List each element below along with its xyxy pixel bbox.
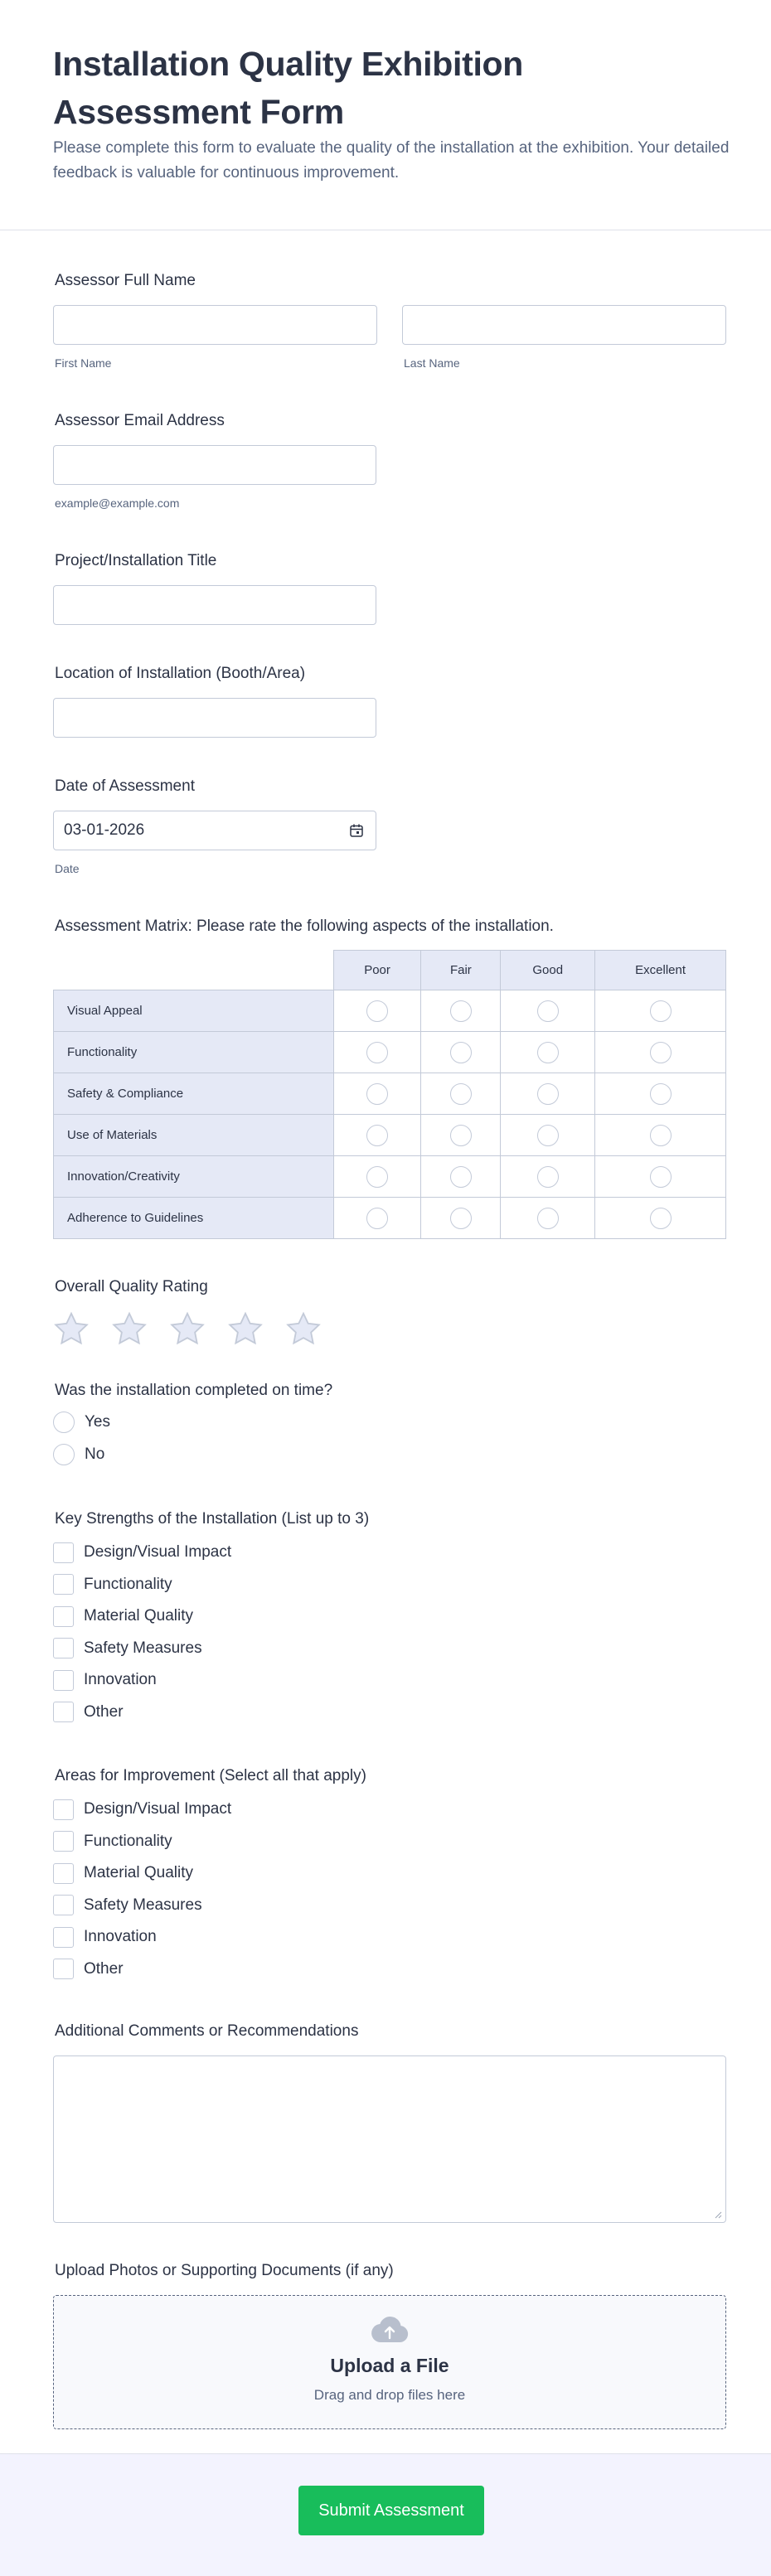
matrix-row-label: Use of Materials: [54, 1115, 334, 1156]
strength-option[interactable]: [53, 1633, 726, 1665]
checkbox[interactable]: [53, 1542, 74, 1563]
checkbox[interactable]: [53, 1927, 74, 1948]
star-icon[interactable]: [53, 1311, 90, 1346]
option-label: No: [85, 1445, 105, 1463]
matrix-radio[interactable]: [366, 1166, 388, 1188]
matrix-radio[interactable]: [366, 1042, 388, 1063]
radio-button[interactable]: [53, 1444, 75, 1465]
upload-label: Upload Photos or Supporting Documents (if any): [55, 2262, 394, 2279]
location-field: [53, 665, 726, 738]
assessor-name-field: [53, 272, 726, 370]
option-label: Other: [84, 1702, 124, 1721]
comments-field: [53, 2022, 726, 2223]
upload-hint: Drag and drop files here: [313, 2387, 466, 2403]
improvement-option[interactable]: [53, 1857, 726, 1890]
checkbox[interactable]: [53, 1670, 74, 1691]
strengths-label: Key Strengths of the Installation (List up to 3): [55, 1510, 370, 1528]
matrix-radio[interactable]: [450, 1083, 472, 1105]
matrix-radio[interactable]: [650, 1125, 672, 1146]
matrix-radio[interactable]: [537, 1166, 559, 1188]
comments-label: Additional Comments or Recommendations: [55, 2022, 359, 2040]
checkbox[interactable]: [53, 1606, 74, 1627]
matrix-radio[interactable]: [537, 1083, 559, 1105]
submit-button[interactable]: Submit Assessment: [298, 2486, 484, 2535]
matrix-radio[interactable]: [537, 1042, 559, 1063]
matrix-label: Assessment Matrix: Please rate the following aspects of the installation.: [55, 918, 554, 935]
matrix-row: [54, 1198, 726, 1239]
matrix-row: [54, 1032, 726, 1073]
matrix-row-label: Innovation/Creativity: [54, 1156, 334, 1198]
matrix-radio[interactable]: [366, 1208, 388, 1229]
matrix-row: [54, 1156, 726, 1198]
matrix-radio[interactable]: [650, 1042, 672, 1063]
matrix-radio[interactable]: [450, 1042, 472, 1063]
star-rating: [53, 1311, 726, 1346]
option-label: Design/Visual Impact: [84, 1543, 232, 1562]
improvement-option[interactable]: [53, 1826, 726, 1858]
assessment-matrix: [53, 950, 726, 1239]
matrix-radio[interactable]: [450, 1000, 472, 1022]
option-label: Material Quality: [84, 1607, 193, 1625]
upload-field: [53, 2262, 726, 2429]
matrix-row-label: Visual Appeal: [54, 990, 334, 1032]
strength-option[interactable]: [53, 1600, 726, 1633]
on-time-option-no[interactable]: [53, 1439, 726, 1471]
matrix-radio[interactable]: [537, 1208, 559, 1229]
email-input[interactable]: [53, 445, 376, 485]
date-input[interactable]: [53, 811, 376, 850]
overall-rating-label: Overall Quality Rating: [55, 1278, 208, 1295]
date-sublabel: Date: [55, 862, 80, 875]
date-label: Date of Assessment: [55, 777, 195, 795]
improvement-option[interactable]: [53, 1890, 726, 1922]
matrix-radio[interactable]: [650, 1083, 672, 1105]
overall-rating-field: [53, 1278, 726, 1346]
option-label: Innovation: [84, 1928, 157, 1946]
option-label: Material Quality: [84, 1864, 193, 1882]
form-footer: [0, 2453, 771, 2576]
checkbox[interactable]: [53, 1574, 74, 1595]
date-field: [53, 777, 726, 875]
option-label: Functionality: [84, 1832, 172, 1850]
last-name-sublabel: Last Name: [404, 356, 460, 370]
on-time-label: Was the installation completed on time?: [55, 1382, 333, 1399]
matrix-radio[interactable]: [650, 1000, 672, 1022]
matrix-row: [54, 990, 726, 1032]
strength-option[interactable]: [53, 1664, 726, 1697]
improvements-label: Areas for Improvement (Select all that apply): [55, 1767, 366, 1784]
matrix-radio[interactable]: [366, 1083, 388, 1105]
checkbox[interactable]: [53, 1799, 74, 1820]
option-label: Safety Measures: [84, 1639, 202, 1657]
star-icon[interactable]: [285, 1311, 322, 1346]
matrix-radio[interactable]: [366, 1125, 388, 1146]
checkbox[interactable]: [53, 1831, 74, 1852]
option-label: Other: [84, 1959, 124, 1978]
option-label: Innovation: [84, 1671, 157, 1689]
location-label: Location of Installation (Booth/Area): [55, 665, 306, 682]
cloud-upload-icon: [370, 2316, 410, 2344]
strength-option[interactable]: [53, 1697, 726, 1729]
on-time-field: [53, 1382, 726, 1470]
option-label: Safety Measures: [84, 1896, 202, 1914]
option-label: Yes: [85, 1413, 110, 1431]
checkbox[interactable]: [53, 1895, 74, 1915]
strength-option[interactable]: [53, 1569, 726, 1601]
matrix-field: [53, 918, 726, 936]
location-input[interactable]: [53, 698, 376, 738]
improvement-option[interactable]: [53, 1921, 726, 1954]
option-label: Functionality: [84, 1575, 172, 1593]
matrix-col-good: Good: [501, 951, 595, 990]
radio-button[interactable]: [53, 1411, 75, 1433]
checkbox[interactable]: [53, 1702, 74, 1722]
star-icon[interactable]: [227, 1311, 264, 1346]
matrix-radio[interactable]: [450, 1166, 472, 1188]
matrix-row: [54, 1115, 726, 1156]
form-description: Please complete this form to evaluate the quality of the installation at the exhibition. Your detailed feedback is valuable for continuous improvement.: [53, 139, 730, 182]
matrix-radio[interactable]: [537, 1125, 559, 1146]
matrix-col-poor: Poor: [333, 951, 421, 990]
upload-title: Upload a File: [330, 2355, 449, 2376]
checkbox[interactable]: [53, 1863, 74, 1884]
matrix-row-label: Functionality: [54, 1032, 334, 1073]
matrix-radio[interactable]: [650, 1166, 672, 1188]
matrix-row-label: Safety & Compliance: [54, 1073, 334, 1115]
on-time-option-yes[interactable]: [53, 1407, 726, 1439]
star-icon[interactable]: [111, 1311, 148, 1346]
star-icon[interactable]: [169, 1311, 206, 1346]
matrix-col-excellent: Excellent: [595, 951, 726, 990]
email-sublabel: example@example.com: [55, 496, 180, 510]
checkbox[interactable]: [53, 1959, 74, 1979]
improvement-option[interactable]: [53, 1794, 726, 1826]
upload-dropzone[interactable]: [53, 2295, 726, 2429]
date-value: 03-01-2026: [64, 821, 145, 839]
strength-option[interactable]: [53, 1537, 726, 1569]
resize-handle-icon[interactable]: [714, 2210, 722, 2219]
improvements-field: [53, 1767, 726, 1985]
matrix-row-label: Adherence to Guidelines: [54, 1198, 334, 1239]
assessor-email-field: [53, 412, 726, 510]
comments-textarea[interactable]: [53, 2055, 726, 2223]
matrix-radio[interactable]: [366, 1000, 388, 1022]
assessor-name-label: Assessor Full Name: [55, 272, 196, 289]
matrix-radio[interactable]: [537, 1000, 559, 1022]
form-header: [0, 0, 771, 230]
matrix-row: [54, 1073, 726, 1115]
assessor-email-label: Assessor Email Address: [55, 412, 225, 429]
checkbox[interactable]: [53, 1638, 74, 1658]
matrix-radio[interactable]: [650, 1208, 672, 1229]
improvement-option[interactable]: [53, 1954, 726, 1986]
project-title-field: [53, 552, 726, 625]
option-label: Design/Visual Impact: [84, 1800, 232, 1818]
form-title: Installation Quality Exhibition Assessment Form: [53, 45, 524, 131]
last-name-input[interactable]: [402, 305, 726, 345]
matrix-col-fair: Fair: [421, 951, 501, 990]
calendar-icon[interactable]: [349, 823, 364, 838]
matrix-radio[interactable]: [450, 1125, 472, 1146]
first-name-input[interactable]: [53, 305, 377, 345]
matrix-radio[interactable]: [450, 1208, 472, 1229]
strengths-field: [53, 1510, 726, 1728]
project-title-input[interactable]: [53, 585, 376, 625]
first-name-sublabel: First Name: [55, 356, 112, 370]
project-title-label: Project/Installation Title: [55, 552, 217, 569]
